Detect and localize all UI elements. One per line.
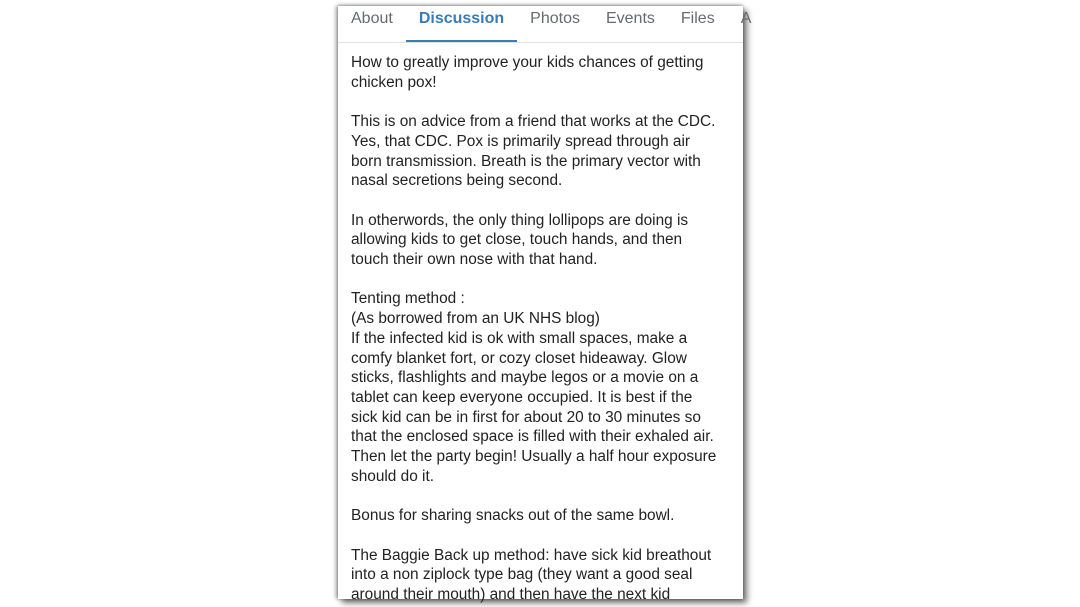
tab-discussion[interactable]: Discussion (419, 6, 504, 38)
post-line: Yes, that CDC. Pox is primarily spread through air (351, 132, 691, 150)
post-line: that the enclosed space is filled with their exhaled air. (351, 428, 714, 446)
group-page-card (338, 6, 752, 603)
post-line: Then let the party begin! Usually a half hour exposure (351, 448, 717, 466)
post-line: If the infected kid is ok with small spaces, make a (351, 329, 688, 347)
post-line: (As borrowed from an UK NHS blog) (351, 310, 600, 328)
discussion-post-body (338, 43, 743, 605)
post-line: nasal secretions being second. (351, 172, 563, 190)
post-line: The Baggie Back up method: have sick kid breathout (351, 546, 712, 564)
post-paragraph (351, 211, 731, 270)
post-line: tablet can keep everyone occupied. It is best if the (351, 388, 693, 406)
post-line: This is on advice from a friend that works at the CDC. (351, 113, 716, 131)
post-line: In otherwords, the only thing lollipops are doing is (351, 211, 689, 229)
tab-photos[interactable]: Photos (530, 10, 580, 27)
post-line: comfy blanket fort, or cozy closet hideaway. Glow (351, 349, 687, 367)
post-paragraph (351, 506, 731, 526)
post-line: around their mouth) and then have the next kid (351, 585, 671, 603)
post-line: into a non ziplock type bag (they want a good seal (351, 566, 693, 584)
post-line: Tenting method : (351, 290, 465, 308)
tab-files[interactable]: Files (680, 10, 715, 27)
post-line: sick kid can be in first for about 20 to 30 minutes so (351, 408, 701, 426)
tab-about[interactable]: About (351, 10, 393, 27)
post-paragraph (351, 289, 731, 486)
post-line: born transmission. Breath is the primary vector with (351, 152, 701, 170)
post-line: touch their own nose with that hand. (351, 251, 598, 268)
post-paragraph (351, 53, 731, 92)
tab-events[interactable]: Events (605, 10, 655, 27)
post-paragraph (351, 546, 731, 605)
tab-overflow-partial[interactable]: A (740, 10, 752, 27)
group-tabs (338, 6, 752, 43)
post-line: Bonus for sharing snacks out of the same bowl. (351, 507, 675, 525)
post-line: allowing kids to get close, touch hands, and then (351, 231, 683, 249)
post-paragraph (351, 112, 731, 191)
post-line: chicken pox! (351, 73, 437, 91)
post-line: How to greatly improve your kids chances of getting (351, 54, 704, 71)
post-line: should do it. (351, 467, 434, 485)
post-line: sticks, flashlights and maybe legos or a movie on a (351, 369, 699, 387)
